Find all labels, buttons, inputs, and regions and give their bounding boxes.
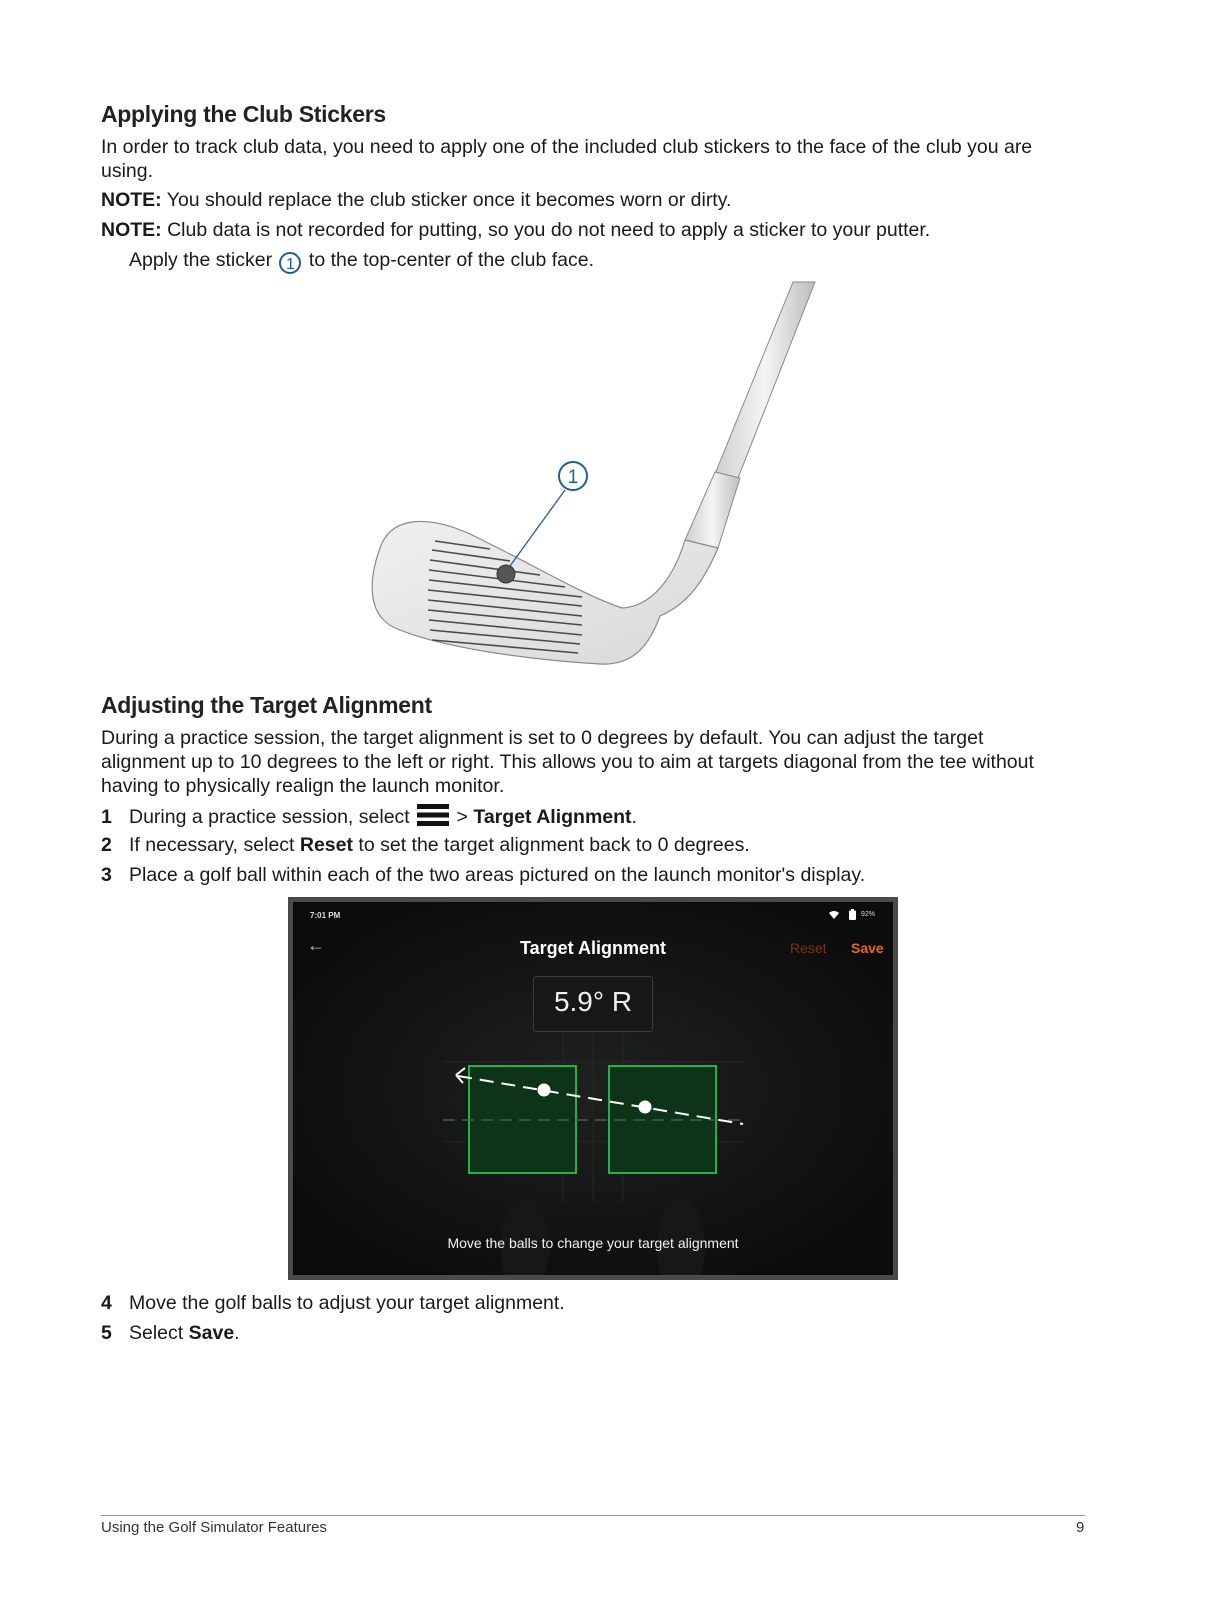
section-heading-target-alignment: Adjusting the Target Alignment [101,692,432,718]
step-number: 4 [101,1292,112,1314]
note-label: NOTE: [101,219,162,241]
club-sticker [497,565,515,583]
step-number: 3 [101,864,112,886]
angle-value: 5.9° R [553,986,633,1017]
battery-level: 92% [861,911,876,918]
intro-line: In order to track club data, you need to apply one of the included club stickers to the face of the club you are [101,136,1033,158]
step-text: . [234,1322,240,1344]
step-text: Place a golf ball within each of the two areas pictured on the launch monitor's display. [129,864,866,886]
launch-monitor-screenshot [288,897,898,1280]
menu-icon [417,803,449,827]
golf-club-illustration [360,278,830,673]
angle-display [533,976,653,1032]
step-text: Select [129,1322,189,1344]
ball-right [639,1101,652,1114]
screen-title: Target Alignment [519,938,666,958]
reset-button[interactable]: Reset [790,940,827,956]
footer-section-title: Using the Golf Simulator Features [101,1519,327,1536]
step-text: . [631,806,637,828]
note-text: Club data is not recorded for putting, so you do not need to apply a sticker to your putter. [161,219,931,241]
save-button[interactable]: Save [851,940,884,956]
instruction-text: to the top-center of the club face. [303,249,594,271]
note-label: NOTE: [101,189,162,211]
club-stickers-intro [101,135,1091,183]
note-putting [101,218,1091,242]
callout-marker: 1 [279,252,301,274]
instruction-text: Apply the sticker [129,249,278,271]
apply-sticker-instruction [129,248,1119,274]
wifi-icon [829,910,839,920]
page-number: 9 [1076,1519,1085,1536]
back-arrow-icon[interactable]: ← [307,935,325,955]
step-bold: Save [188,1322,235,1344]
club-shaft [715,282,815,478]
step-2 [101,833,1101,857]
step-number: 2 [101,834,112,856]
target-alignment-intro [101,726,1101,798]
step-text: During a practice session, select [129,806,416,828]
intro-line: having to physically realign the launch monitor. [101,775,505,797]
intro-line: During a practice session, the target alignment is set to 0 degrees by default. You can adjust the target [101,727,984,749]
note-worn-sticker [101,188,1091,212]
step-1 [101,803,1101,829]
status-time: 7:01 PM [310,911,341,920]
footer-divider [101,1515,1085,1516]
step-text: to set the target alignment back to 0 degrees. [353,834,750,856]
callout-leader [510,490,565,566]
section-heading-club-stickers: Applying the Club Stickers [101,101,386,127]
note-text: You should replace the club sticker once it becomes worn or dirty. [161,189,732,211]
step-bold: Reset [299,834,353,856]
battery-icon [849,909,856,920]
step-5 [101,1321,1101,1345]
club-hosel [685,472,740,548]
ball-left [538,1084,551,1097]
step-bold: Target Alignment [473,806,632,828]
instruction-hint: Move the balls to change your target alignment [447,1235,739,1251]
step-3 [101,863,1101,887]
step-number: 1 [101,806,112,828]
step-text: If necessary, select [129,834,300,856]
callout-number: 1 [567,467,579,488]
step-number: 5 [101,1322,112,1344]
intro-line: using. [101,160,154,182]
step-4 [101,1291,1101,1315]
step-text: Move the golf balls to adjust your target alignment. [129,1292,565,1314]
intro-line: alignment up to 10 degrees to the left or right. This allows you to aim at targets diagonal from the tee without [101,751,1034,773]
device-screen [293,902,893,1275]
step-separator: > [451,806,474,828]
